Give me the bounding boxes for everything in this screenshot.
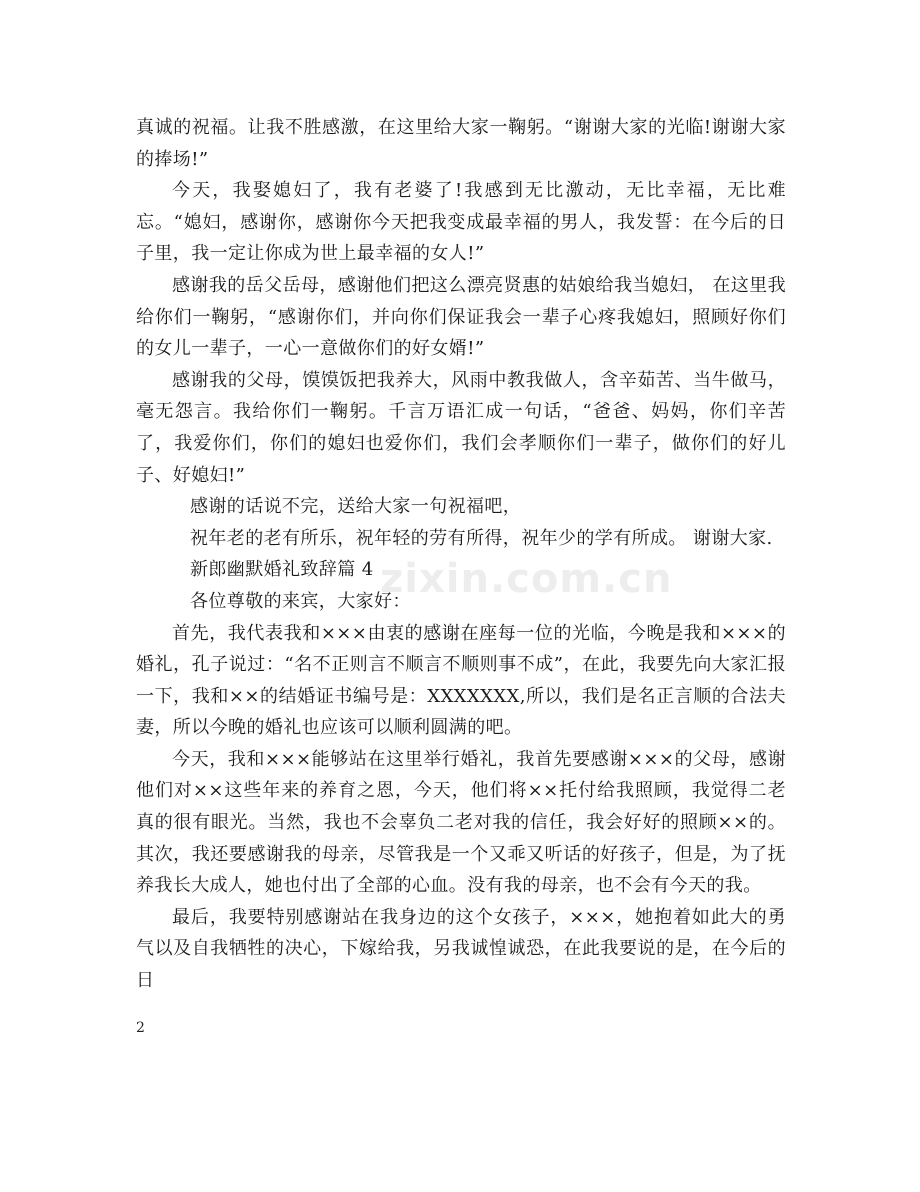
section-heading: 新郎幽默婚礼致辞篇 4	[190, 559, 374, 581]
page-number: 2	[136, 1020, 145, 1036]
paragraph-in-laws: 感谢我的岳父岳母，感谢他们把这么漂亮贤惠的姑娘给我当媳妇， 在这里我给你们一鞠躬，“感谢你们，并向你们保证我会一辈子心疼我媳妇，照顾好你们的女儿一辈子，一心一意做你们的好女婿!”	[136, 274, 786, 360]
line-closing-thanks: 感谢的话说不完，送给大家一句祝福吧，	[190, 496, 522, 518]
paragraph-wife: 今天，我娶媳妇了，我有老婆了!我感到无比激动，无比幸福，无比难忘。“媳妇，感谢你，感谢你今天把我变成最幸福的男人，我发誓：在今后的日子里，我一定让你成为世上最幸福的女人!”	[136, 180, 786, 265]
line-greeting: 各位尊敬的来宾，大家好：	[190, 590, 411, 612]
watermark: zixin.com.cn	[380, 556, 673, 602]
paragraph-today: 今天，我和×××能够站在这里举行婚礼，我首先要感谢×××的父母，感谢他们对××这些年来的养育之恩，今天，他们将××托付给我照顾，我觉得二老真的很有眼光。当然，我也不会辜负二老对我的信任，我会好好的照顾××的。其次，我还要感谢我的母亲，尽管我是一个又乖又听话的好孩子，但是，为了抚养我长大成人，她也付出了全部的心血。没有我的母亲，也不会有今天的我。	[136, 748, 786, 897]
line-blessing: 祝年老的老有所乐，祝年轻的劳有所得，祝年少的学有所成。 谢谢大家.	[190, 527, 773, 549]
paragraph-parents: 感谢我的父母，馍馍饭把我养大，风雨中教我做人，含辛茹苦、当牛做马，毫无怨言。我给你们一鞠躬。千言万语汇成一句话，“爸爸、妈妈，你们辛苦了，我爱你们，你们的媳妇也爱你们，我们会孝顺你们一辈子，做你们的好儿子、好媳妇!”	[136, 369, 786, 486]
document-body	[136, 112, 786, 997]
paragraph-first: 首先，我代表我和×××由衷的感谢在座每一位的光临，今晚是我和×××的婚礼，孔子说过：“名不正则言不顺言不顺则事不成”，在此，我要先向大家汇报一下，我和××的结婚证书编号是：XXXXXXX,所以，我们是名正言顺的合法夫妻，所以今晚的婚礼也应该可以顺利圆满的吧。	[136, 622, 786, 739]
paragraph-finally: 最后，我要特别感谢站在我身边的这个女孩子，×××，她抱着如此大的勇气以及自我牺牲的决心，下嫁给我，另我诚惶诚恐，在此我要说的是，在今后的日	[136, 906, 786, 992]
paragraph-continuation: 真诚的祝福。让我不胜感激，在这里给大家一鞠躬。“谢谢大家的光临!谢谢大家的捧场!”	[136, 117, 786, 170]
